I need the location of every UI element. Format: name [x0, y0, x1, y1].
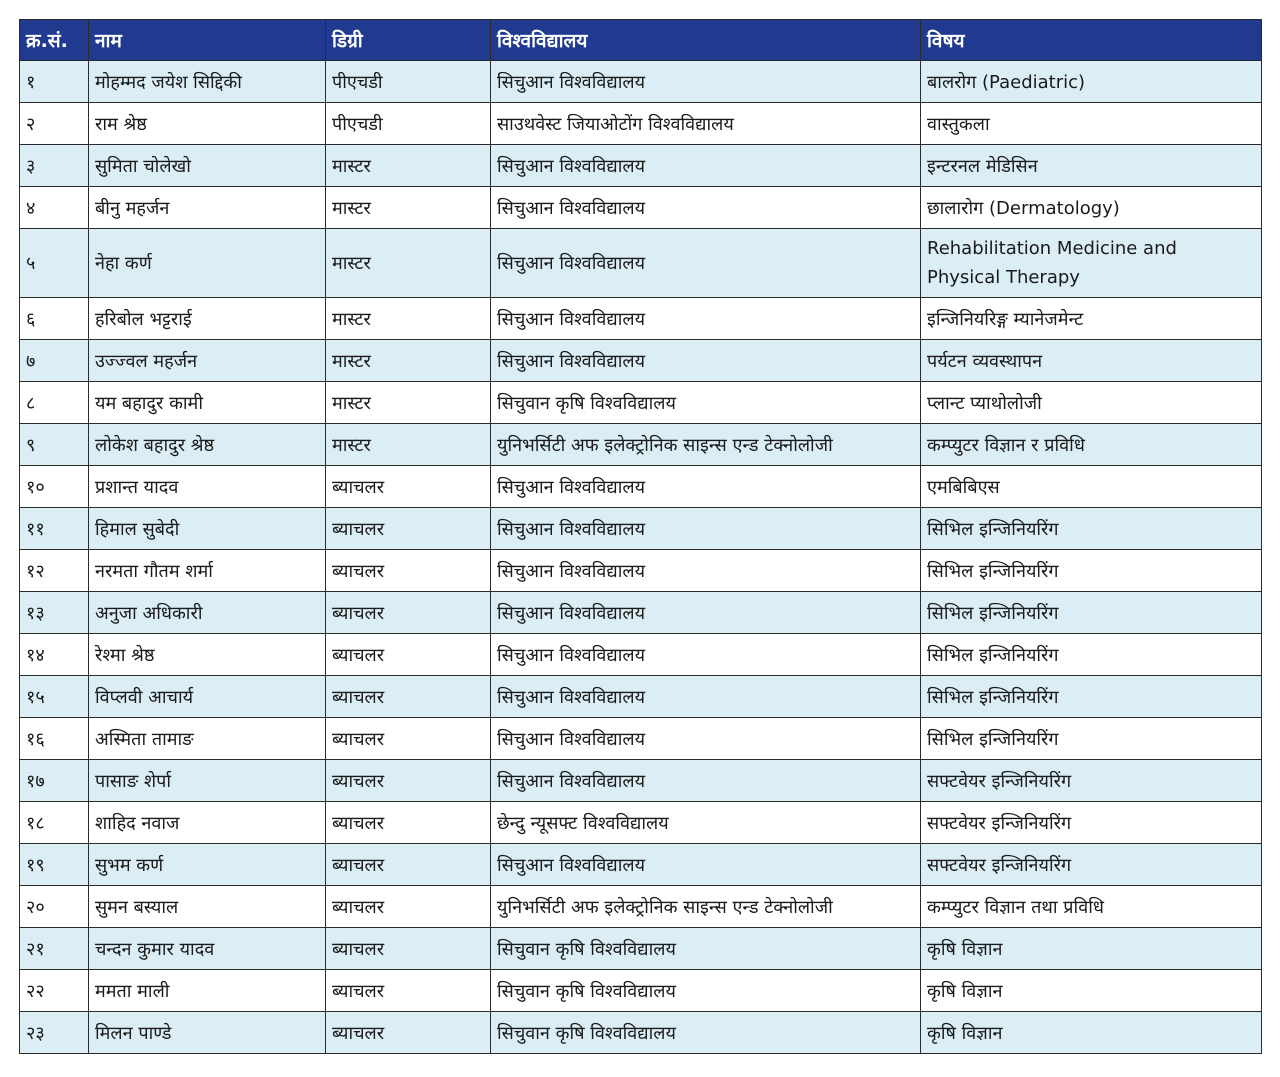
cell-university: सिचुवान कृषि विश्वविद्यालय	[491, 928, 921, 970]
table-row	[20, 298, 1262, 340]
cell-serial: ४	[20, 187, 89, 229]
cell-degree: ब्याचलर	[326, 802, 491, 844]
cell-subject: इन्टरनल मेडिसिन	[921, 145, 1262, 187]
cell-name: बीनु महर्जन	[89, 187, 326, 229]
table-row	[20, 676, 1262, 718]
cell-degree: पीएचडी	[326, 61, 491, 103]
cell-name: प्रशान्त यादव	[89, 466, 326, 508]
cell-university: सिचुआन विश्वविद्यालय	[491, 634, 921, 676]
cell-serial: २१	[20, 928, 89, 970]
cell-university: सिचुआन विश्वविद्यालय	[491, 676, 921, 718]
cell-name: मोहम्मद जयेश सिद्दिकी	[89, 61, 326, 103]
header-subject: विषय	[921, 20, 1262, 61]
cell-degree: मास्टर	[326, 340, 491, 382]
cell-degree: ब्याचलर	[326, 718, 491, 760]
cell-subject: कृषि विज्ञान	[921, 970, 1262, 1012]
cell-subject: सिभिल इन्जिनियरिंग	[921, 550, 1262, 592]
cell-subject: सिभिल इन्जिनियरिंग	[921, 634, 1262, 676]
cell-university: सिचुआन विश्वविद्यालय	[491, 298, 921, 340]
cell-university: सिचुआन विश्वविद्यालय	[491, 229, 921, 298]
table-row	[20, 103, 1262, 145]
cell-university: सिचुआन विश्वविद्यालय	[491, 61, 921, 103]
cell-degree: ब्याचलर	[326, 970, 491, 1012]
cell-subject: कृषि विज्ञान	[921, 1012, 1262, 1054]
cell-degree: पीएचडी	[326, 103, 491, 145]
cell-serial: २२	[20, 970, 89, 1012]
cell-degree: मास्टर	[326, 229, 491, 298]
cell-subject: एमबिबिएस	[921, 466, 1262, 508]
cell-degree: ब्याचलर	[326, 844, 491, 886]
cell-serial: ७	[20, 340, 89, 382]
cell-subject: सफ्टवेयर इन्जिनियरिंग	[921, 844, 1262, 886]
cell-university: छेन्दु न्यूसफ्ट विश्वविद्यालय	[491, 802, 921, 844]
cell-university: सिचुआन विश्वविद्यालय	[491, 844, 921, 886]
table-row	[20, 145, 1262, 187]
table-row	[20, 340, 1262, 382]
cell-degree: ब्याचलर	[326, 760, 491, 802]
cell-university: सिचुआन विश्वविद्यालय	[491, 187, 921, 229]
cell-degree: ब्याचलर	[326, 634, 491, 676]
header-university: विश्वविद्यालय	[491, 20, 921, 61]
cell-name: नेहा कर्ण	[89, 229, 326, 298]
cell-name: शाहिद नवाज	[89, 802, 326, 844]
table-row	[20, 229, 1262, 298]
cell-degree: ब्याचलर	[326, 592, 491, 634]
cell-subject: कृषि विज्ञान	[921, 928, 1262, 970]
header-serial: क्र.सं.	[20, 20, 89, 61]
cell-serial: १५	[20, 676, 89, 718]
table-row	[20, 382, 1262, 424]
cell-subject: बालरोग (Paediatric)	[921, 61, 1262, 103]
cell-university: सिचुआन विश्वविद्यालय	[491, 760, 921, 802]
cell-name: सुमन बस्याल	[89, 886, 326, 928]
cell-name: सुभम कर्ण	[89, 844, 326, 886]
header-degree: डिग्री	[326, 20, 491, 61]
table-row	[20, 802, 1262, 844]
cell-name: हरिबोल भट्टराई	[89, 298, 326, 340]
cell-subject: सिभिल इन्जिनियरिंग	[921, 508, 1262, 550]
cell-subject: सफ्टवेयर इन्जिनियरिंग	[921, 802, 1262, 844]
table-row	[20, 61, 1262, 103]
cell-name: ममता माली	[89, 970, 326, 1012]
cell-university: सिचुआन विश्वविद्यालय	[491, 508, 921, 550]
cell-name: यम बहादुर कामी	[89, 382, 326, 424]
cell-serial: १६	[20, 718, 89, 760]
cell-university: सिचुआन विश्वविद्यालय	[491, 466, 921, 508]
cell-name: विप्लवी आचार्य	[89, 676, 326, 718]
table-row	[20, 592, 1262, 634]
cell-university: सिचुआन विश्वविद्यालय	[491, 718, 921, 760]
cell-subject: Rehabilitation Medicine and Physical Therapy	[921, 229, 1262, 298]
table-row	[20, 424, 1262, 466]
cell-university: सिचुवान कृषि विश्वविद्यालय	[491, 1012, 921, 1054]
cell-serial: १	[20, 61, 89, 103]
cell-subject: छालारोग (Dermatology)	[921, 187, 1262, 229]
cell-name: नरमता गौतम शर्मा	[89, 550, 326, 592]
cell-serial: २	[20, 103, 89, 145]
table-header	[20, 20, 1262, 61]
cell-university: युनिभर्सिटी अफ इलेक्ट्रोनिक साइन्स एन्ड टेक्नोलोजी	[491, 886, 921, 928]
cell-subject: सफ्टवेयर इन्जिनियरिंग	[921, 760, 1262, 802]
cell-name: मिलन पाण्डे	[89, 1012, 326, 1054]
cell-serial: १३	[20, 592, 89, 634]
cell-subject: इन्जिनियरिङ्ग म्यानेजमेन्ट	[921, 298, 1262, 340]
cell-serial: १२	[20, 550, 89, 592]
cell-university: साउथवेस्ट जियाओटोंग विश्वविद्यालय	[491, 103, 921, 145]
cell-serial: ११	[20, 508, 89, 550]
cell-serial: २३	[20, 1012, 89, 1054]
cell-subject: सिभिल इन्जिनियरिंग	[921, 592, 1262, 634]
cell-name: चन्दन कुमार यादव	[89, 928, 326, 970]
cell-degree: मास्टर	[326, 424, 491, 466]
cell-serial: २०	[20, 886, 89, 928]
cell-degree: मास्टर	[326, 145, 491, 187]
cell-serial: १०	[20, 466, 89, 508]
cell-name: पासाङ शेर्पा	[89, 760, 326, 802]
cell-serial: १८	[20, 802, 89, 844]
cell-university: सिचुआन विश्वविद्यालय	[491, 340, 921, 382]
cell-name: राम श्रेष्ठ	[89, 103, 326, 145]
table-row	[20, 1012, 1262, 1054]
cell-subject: सिभिल इन्जिनियरिंग	[921, 676, 1262, 718]
cell-degree: मास्टर	[326, 382, 491, 424]
table-row	[20, 187, 1262, 229]
table-row	[20, 550, 1262, 592]
table-row	[20, 844, 1262, 886]
table-row	[20, 466, 1262, 508]
cell-degree: ब्याचलर	[326, 508, 491, 550]
table-row	[20, 508, 1262, 550]
cell-subject: सिभिल इन्जिनियरिंग	[921, 718, 1262, 760]
cell-degree: ब्याचलर	[326, 550, 491, 592]
table-body	[20, 61, 1262, 1054]
cell-university: युनिभर्सिटी अफ इलेक्ट्रोनिक साइन्स एन्ड टेक्नोलोजी	[491, 424, 921, 466]
cell-degree: ब्याचलर	[326, 928, 491, 970]
cell-degree: मास्टर	[326, 298, 491, 340]
cell-degree: ब्याचलर	[326, 466, 491, 508]
header-name: नाम	[89, 20, 326, 61]
cell-name: हिमाल सुबेदी	[89, 508, 326, 550]
cell-subject: कम्प्युटर विज्ञान तथा प्रविधि	[921, 886, 1262, 928]
cell-university: सिचुआन विश्वविद्यालय	[491, 550, 921, 592]
cell-name: अनुजा अधिकारी	[89, 592, 326, 634]
cell-serial: ८	[20, 382, 89, 424]
cell-serial: ५	[20, 229, 89, 298]
cell-name: उज्ज्वल महर्जन	[89, 340, 326, 382]
cell-university: सिचुआन विश्वविद्यालय	[491, 592, 921, 634]
table-row	[20, 970, 1262, 1012]
cell-serial: १९	[20, 844, 89, 886]
cell-serial: १४	[20, 634, 89, 676]
cell-subject: वास्तुकला	[921, 103, 1262, 145]
cell-name: अस्मिता तामाङ	[89, 718, 326, 760]
cell-degree: मास्टर	[326, 187, 491, 229]
cell-university: सिचुआन विश्वविद्यालय	[491, 145, 921, 187]
cell-serial: ६	[20, 298, 89, 340]
cell-name: रेश्मा श्रेष्ठ	[89, 634, 326, 676]
cell-subject: कम्प्युटर विज्ञान र प्रविधि	[921, 424, 1262, 466]
cell-subject: प्लान्ट प्याथोलोजी	[921, 382, 1262, 424]
cell-serial: ३	[20, 145, 89, 187]
table-row	[20, 718, 1262, 760]
header-row	[20, 20, 1262, 61]
table-row	[20, 886, 1262, 928]
cell-name: सुमिता चोलेखो	[89, 145, 326, 187]
cell-degree: ब्याचलर	[326, 1012, 491, 1054]
cell-university: सिचुवान कृषि विश्वविद्यालय	[491, 970, 921, 1012]
cell-serial: ९	[20, 424, 89, 466]
cell-subject: पर्यटन व्यवस्थापन	[921, 340, 1262, 382]
cell-name: लोकेश बहादुर श्रेष्ठ	[89, 424, 326, 466]
table-row	[20, 760, 1262, 802]
table-row	[20, 634, 1262, 676]
table-row	[20, 928, 1262, 970]
cell-university: सिचुवान कृषि विश्वविद्यालय	[491, 382, 921, 424]
cell-serial: १७	[20, 760, 89, 802]
cell-degree: ब्याचलर	[326, 676, 491, 718]
students-table	[19, 19, 1262, 1054]
cell-degree: ब्याचलर	[326, 886, 491, 928]
